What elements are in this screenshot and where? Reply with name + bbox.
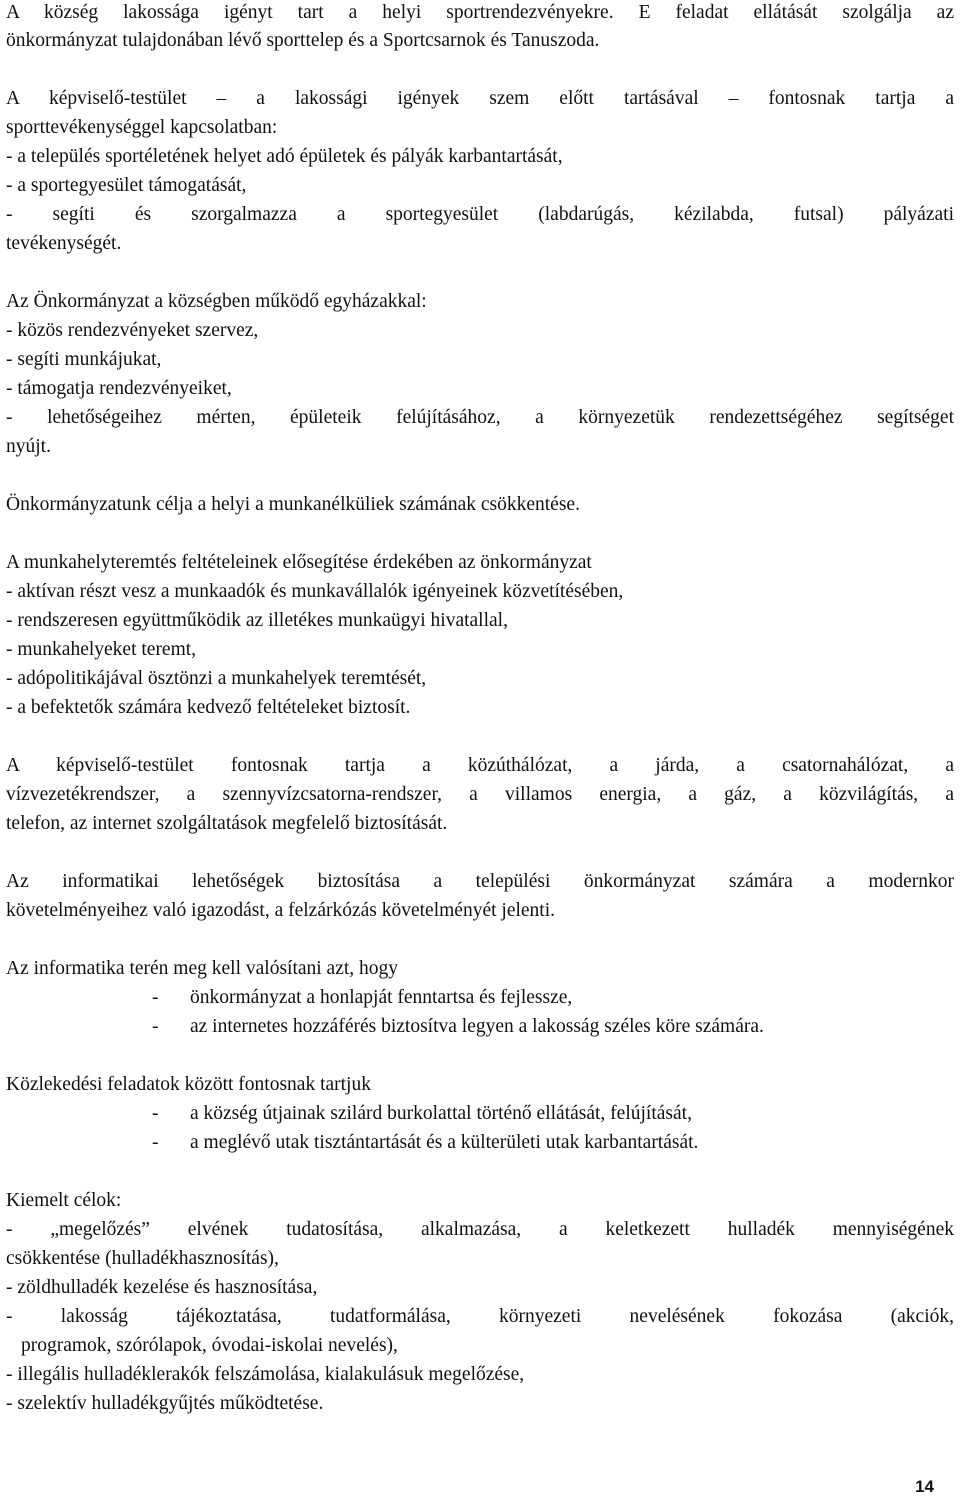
- list-item: - rendszeresen együttműködik az illetékes munkaügyi hivatallal,: [6, 610, 508, 631]
- paragraph-line: Az informatika terén meg kell valósítani azt, hogy: [6, 958, 399, 979]
- dash-bullet: -: [152, 987, 159, 1008]
- bullet-text: a község útjainak szilárd burkolattal történő ellátását, felújítását,: [190, 1103, 692, 1124]
- paragraph-line: Közlekedési feladatok között fontosnak tartjuk: [6, 1074, 371, 1095]
- page-number: 14: [915, 1477, 934, 1496]
- paragraph-line: A képviselő-testület fontosnak tartja a közúthálózat, a járda, a csatornahálózat, a: [6, 755, 954, 776]
- list-item: - segíti és szorgalmazza a sportegyesület (labdarúgás, kézilabda, futsal) pályázati: [6, 204, 954, 225]
- list-item: - illegális hulladéklerakók felszámolása, kialakulásuk megelőzése,: [6, 1364, 525, 1385]
- paragraph-line: Az Önkormányzat a községben működő egyházakkal:: [6, 291, 427, 312]
- bullet-text: az internetes hozzáférés biztosítva legyen a lakosság széles köre számára.: [190, 1016, 764, 1037]
- bullet-text: önkormányzat a honlapját fenntartsa és fejlessze,: [190, 987, 573, 1008]
- paragraph-line: A munkahelyteremtés feltételeinek elősegítése érdekében az önkormányzat: [6, 552, 592, 573]
- list-item: - lakosság tájékoztatása, tudatformálása, környezeti nevelésének fokozása (akciók,: [6, 1306, 954, 1327]
- paragraph-line: A község lakossága igényt tart a helyi sportrendezvényekre. E feladat ellátását szolgálja az: [6, 2, 954, 23]
- list-item: - „megelőzés” elvének tudatosítása, alkalmazása, a keletkezett hulladék mennyiségének: [6, 1219, 954, 1240]
- paragraph-line: Kiemelt célok:: [6, 1190, 122, 1211]
- paragraph-line: telefon, az internet szolgáltatások megfelelő biztosítását.: [6, 813, 448, 834]
- list-item: - lehetőségeihez mérten, épületeik felújításához, a környezetük rendezettségéhez segítséget: [6, 407, 954, 428]
- paragraph-line: vízvezetékrendszer, a szennyvízcsatorna-rendszer, a villamos energia, a gáz, a közvilágítás, a: [6, 784, 954, 805]
- list-item: - munkahelyeket teremt,: [6, 639, 197, 660]
- list-item: - zöldhulladék kezelése és hasznosítása,: [6, 1277, 318, 1298]
- list-item: - a sportegyesület támogatását,: [6, 175, 247, 196]
- paragraph-line: Az informatikai lehetőségek biztosítása a települési önkormányzat számára a modernkor: [6, 871, 954, 892]
- paragraph-line: programok, szórólapok, óvodai-iskolai nevelés),: [21, 1335, 398, 1356]
- list-item: - segíti munkájukat,: [6, 349, 162, 370]
- list-item: - közös rendezvényeket szervez,: [6, 320, 259, 341]
- list-item: - a település sportéletének helyet adó épületek és pályák karbantartását,: [6, 146, 563, 167]
- paragraph-line: önkormányzat tulajdonában lévő sporttelep és a Sportcsarnok és Tanuszoda.: [6, 30, 600, 51]
- paragraph-line: Önkormányzatunk célja a helyi a munkanélküliek számának csökkentése.: [6, 494, 580, 515]
- bullet-text: a meglévő utak tisztántartását és a külterületi utak karbantartását.: [190, 1132, 699, 1153]
- list-item: - aktívan részt vesz a munkaadók és munkavállalók igényeinek közvetítésében,: [6, 581, 624, 602]
- dash-bullet: -: [152, 1103, 159, 1124]
- paragraph-line: A képviselő-testület – a lakossági igények szem előtt tartásával – fontosnak tartja a: [6, 88, 954, 109]
- dash-bullet: -: [152, 1132, 159, 1153]
- list-item: - szelektív hulladékgyűjtés működtetése.: [6, 1393, 324, 1414]
- paragraph-line: tevékenységét.: [6, 233, 122, 254]
- dash-bullet: -: [152, 1016, 159, 1037]
- list-item: - támogatja rendezvényeiket,: [6, 378, 232, 399]
- paragraph-line: sporttevékenységgel kapcsolatban:: [6, 117, 278, 138]
- list-item: - a befektetők számára kedvező feltételeket biztosít.: [6, 697, 411, 718]
- paragraph-line: követelményeihez való igazodást, a felzárkózás követelményét jelenti.: [6, 900, 556, 921]
- list-item: - adópolitikájával ösztönzi a munkahelyek teremtését,: [6, 668, 427, 689]
- paragraph-line: nyújt.: [6, 436, 51, 457]
- paragraph-line: csökkentése (hulladékhasznosítás),: [6, 1248, 279, 1269]
